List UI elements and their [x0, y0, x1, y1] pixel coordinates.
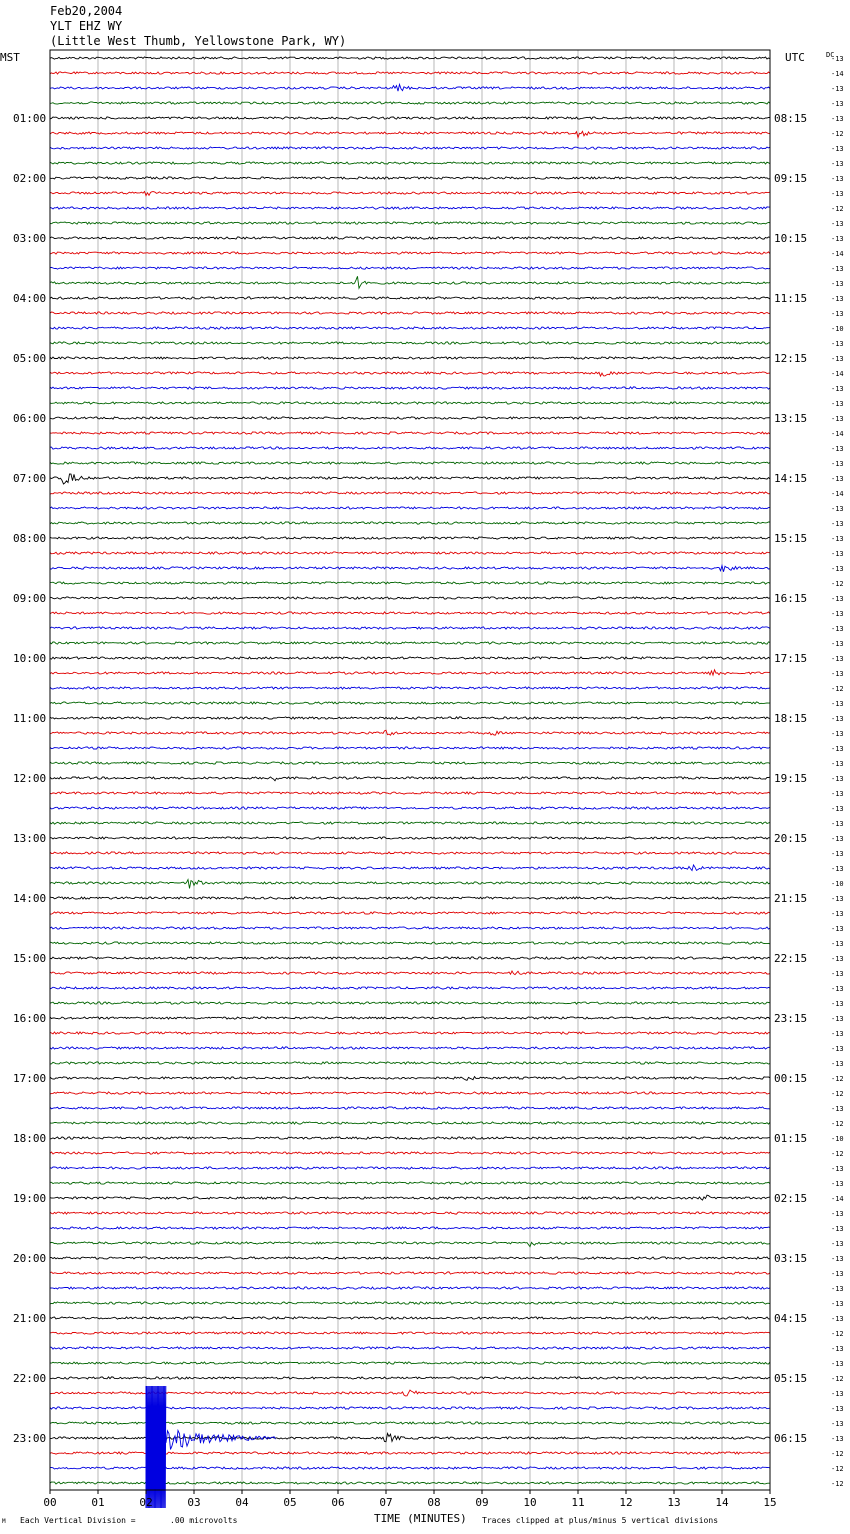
- left-hour-label: 05:00: [13, 352, 47, 365]
- dc-offset-label: -13: [831, 790, 844, 798]
- trace-line: [50, 1137, 770, 1139]
- dc-offset-label: -13: [831, 55, 844, 63]
- trace-line: [50, 1062, 770, 1064]
- header-date: Feb20,2004: [50, 4, 123, 18]
- dc-offset-label: -13: [831, 895, 844, 903]
- trace-line: [50, 912, 770, 914]
- dc-offset-label: -12: [831, 1090, 844, 1098]
- trace-line: [50, 117, 770, 119]
- dc-offset-label: -12: [831, 1375, 844, 1383]
- right-hour-label: 23:15: [774, 1012, 808, 1025]
- dc-offset-label: -13: [831, 235, 844, 243]
- dc-offset-label: -12: [831, 1150, 844, 1158]
- dc-offset-label: -13: [831, 610, 844, 618]
- trace-line: [50, 417, 770, 419]
- dc-offset-label: -12: [831, 1120, 844, 1128]
- trace-line: [50, 1167, 770, 1169]
- trace-line: [50, 84, 770, 91]
- dc-offset-label: -14: [831, 250, 844, 258]
- left-hour-label: 13:00: [13, 832, 47, 845]
- dc-offset-label: -13: [831, 1285, 844, 1293]
- dc-offset-label: -13: [831, 1045, 844, 1053]
- left-hour-label: 14:00: [13, 892, 47, 905]
- trace-line: [50, 447, 770, 449]
- dc-offset-label: -13: [831, 1270, 844, 1278]
- x-tick-label: 11: [571, 1496, 585, 1509]
- trace-line: [50, 971, 770, 975]
- right-hour-label: 17:15: [774, 652, 808, 665]
- trace-line: [50, 807, 770, 809]
- trace-line: [50, 1032, 770, 1034]
- trace-line: [50, 131, 770, 137]
- dc-offset-label: -14: [831, 70, 844, 78]
- trace-line: [50, 207, 770, 209]
- trace-line: [50, 462, 770, 464]
- dc-offset-label: -13: [831, 475, 844, 483]
- dc-offset-label: -13: [831, 1240, 844, 1248]
- dc-offset-label: -13: [831, 715, 844, 723]
- trace-line: [50, 72, 770, 74]
- trace-layer: [50, 57, 770, 1484]
- left-hour-label: 18:00: [13, 1132, 47, 1145]
- trace-line: [50, 192, 770, 196]
- trace-line: [50, 987, 770, 989]
- trace-line: [50, 177, 770, 179]
- trace-line: [50, 507, 770, 509]
- x-tick-label: 13: [667, 1496, 681, 1509]
- dc-offset-label: -12: [831, 1480, 844, 1488]
- dc-offset-label: -13: [831, 190, 844, 198]
- trace-line: [50, 297, 770, 299]
- dc-offset-label: -13: [831, 1405, 844, 1413]
- dc-label: DC: [826, 51, 835, 59]
- dc-offset-label: -13: [831, 145, 844, 153]
- dc-offset-label: -13: [831, 970, 844, 978]
- dc-offset-label: -13: [831, 625, 844, 633]
- trace-line: [50, 642, 770, 644]
- dc-offset-label: -13: [831, 985, 844, 993]
- dc-offset-label: -13: [831, 670, 844, 678]
- x-tick-label: 01: [91, 1496, 105, 1509]
- trace-line: [50, 147, 770, 149]
- x-axis-title: TIME (MINUTES): [374, 1512, 467, 1525]
- trace-line: [50, 702, 770, 704]
- left-hour-label: 21:00: [13, 1312, 47, 1325]
- dc-offset-label: -13: [831, 1060, 844, 1068]
- trace-line: [50, 657, 770, 659]
- dc-offset-label: -13: [831, 520, 844, 528]
- dc-offset-label: -12: [831, 130, 844, 138]
- dc-offset-label: -13: [831, 310, 844, 318]
- trace-line: [50, 1017, 770, 1019]
- trace-line: [50, 372, 770, 376]
- dc-offset-label: -14: [831, 1195, 844, 1203]
- right-hour-label: 14:15: [774, 472, 808, 485]
- dc-offset-label: -13: [831, 940, 844, 948]
- trace-line: [50, 717, 770, 719]
- dc-offset-label: -13: [831, 220, 844, 228]
- trace-line: [50, 474, 770, 484]
- trace-line: [50, 865, 770, 871]
- x-tick-label: 05: [283, 1496, 297, 1509]
- left-hour-label: 17:00: [13, 1072, 47, 1085]
- header-location: (Little West Thumb, Yellowstone Park, WY): [50, 34, 347, 48]
- right-hour-label: 01:15: [774, 1132, 808, 1145]
- x-tick-label: 12: [619, 1496, 633, 1509]
- trace-line: [50, 1227, 770, 1229]
- trace-line: [50, 1377, 770, 1379]
- right-hour-label: 21:15: [774, 892, 808, 905]
- left-hour-label: 19:00: [13, 1192, 47, 1205]
- trace-line: [50, 1242, 770, 1247]
- trace-line: [50, 312, 770, 314]
- left-hour-label: 16:00: [13, 1012, 47, 1025]
- dc-offset-label: -13: [831, 1345, 844, 1353]
- dc-offset-label: -12: [831, 1450, 844, 1458]
- left-hour-label: 06:00: [13, 412, 47, 425]
- dc-offset-label: -10: [831, 325, 844, 333]
- dc-offset-label: -13: [831, 700, 844, 708]
- dc-offset-label: -13: [831, 385, 844, 393]
- trace-line: [50, 597, 770, 599]
- dc-offset-label: -13: [831, 505, 844, 513]
- dc-offset-label: -12: [831, 685, 844, 693]
- trace-line: [50, 1332, 770, 1334]
- left-hour-label: 10:00: [13, 652, 47, 665]
- right-hour-label: 02:15: [774, 1192, 808, 1205]
- dc-offset-label: -12: [831, 205, 844, 213]
- trace-line: [50, 1092, 770, 1094]
- dc-offset-label: -13: [831, 1165, 844, 1173]
- trace-line: [50, 1287, 770, 1289]
- trace-line: [50, 687, 770, 689]
- dc-offset-labels: [831, 55, 844, 1488]
- dc-offset-label: -13: [831, 1030, 844, 1038]
- left-hour-label: 12:00: [13, 772, 47, 785]
- trace-line: [50, 1317, 770, 1319]
- trace-line: [50, 1195, 770, 1200]
- trace-line: [50, 387, 770, 389]
- x-tick-label: 00: [43, 1496, 57, 1509]
- dc-offset-label: -13: [831, 460, 844, 468]
- dc-offset-label: -13: [831, 760, 844, 768]
- left-hour-label: 08:00: [13, 532, 47, 545]
- trace-line: [50, 822, 770, 824]
- scale-note: Each Vertical Division =: [20, 1516, 136, 1525]
- trace-line: [50, 1362, 770, 1364]
- right-hour-label: 18:15: [774, 712, 808, 725]
- dc-offset-label: -13: [831, 1000, 844, 1008]
- trace-line: [50, 880, 770, 889]
- dc-offset-label: -13: [831, 1435, 844, 1443]
- right-hour-label: 12:15: [774, 352, 808, 365]
- trace-line: [50, 237, 770, 239]
- left-hour-label: 09:00: [13, 592, 47, 605]
- dc-offset-label: -13: [831, 160, 844, 168]
- x-tick-label: 10: [523, 1496, 537, 1509]
- right-hour-label: 13:15: [774, 412, 808, 425]
- trace-line: [50, 730, 770, 735]
- trace-line: [50, 552, 770, 554]
- left-hour-label: 23:00: [13, 1432, 47, 1445]
- dc-offset-label: -13: [831, 1255, 844, 1263]
- right-hour-label: 04:15: [774, 1312, 808, 1325]
- dc-offset-label: -13: [831, 835, 844, 843]
- trace-line: [50, 1272, 770, 1274]
- trace-line: [50, 1390, 770, 1396]
- trace-line: [50, 327, 770, 329]
- trace-line: [50, 942, 770, 944]
- x-tick-label: 02: [139, 1496, 153, 1509]
- trace-line: [50, 1152, 770, 1154]
- dc-offset-label: -13: [831, 655, 844, 663]
- dc-offset-label: -13: [831, 265, 844, 273]
- trace-line: [50, 492, 770, 494]
- trace-line: [50, 566, 770, 572]
- dc-offset-label: -13: [831, 400, 844, 408]
- x-tick-label: 06: [331, 1496, 345, 1509]
- right-hour-label: 06:15: [774, 1432, 808, 1445]
- right-hour-label: 05:15: [774, 1372, 808, 1385]
- dc-offset-label: -13: [831, 415, 844, 423]
- trace-line: [50, 1077, 770, 1081]
- trace-line: [50, 222, 770, 224]
- trace-line: [50, 57, 770, 59]
- right-hour-label: 20:15: [774, 832, 808, 845]
- dc-offset-label: -13: [831, 820, 844, 828]
- dc-offset-label: -13: [831, 445, 844, 453]
- right-hour-label: 22:15: [774, 952, 808, 965]
- dc-offset-label: -13: [831, 355, 844, 363]
- dc-offset-label: -13: [831, 1210, 844, 1218]
- plot-frame: [50, 50, 770, 1490]
- dc-offset-label: -13: [831, 850, 844, 858]
- dc-offset-label: -13: [831, 565, 844, 573]
- trace-line: [50, 957, 770, 959]
- dc-offset-label: -13: [831, 1015, 844, 1023]
- left-hour-label: 01:00: [13, 112, 47, 125]
- scale-value: .00 microvolts: [170, 1516, 238, 1525]
- trace-line: [50, 1302, 770, 1304]
- dc-offset-label: -13: [831, 115, 844, 123]
- right-hour-label: 11:15: [774, 292, 808, 305]
- dc-offset-label: -13: [831, 1390, 844, 1398]
- dc-offset-label: -12: [831, 1075, 844, 1083]
- x-tick-label: 14: [715, 1496, 729, 1509]
- left-timezone-label: MST: [0, 51, 20, 64]
- dc-offset-label: -13: [831, 340, 844, 348]
- dc-offset-label: -10: [831, 880, 844, 888]
- left-hour-label: 02:00: [13, 172, 47, 185]
- dc-offset-label: -14: [831, 370, 844, 378]
- trace-line: [50, 432, 770, 434]
- trace-line: [50, 897, 770, 899]
- trace-line: [50, 252, 770, 254]
- dc-offset-label: -13: [831, 1225, 844, 1233]
- trace-line: [50, 1002, 770, 1004]
- header-station: YLT EHZ WY: [50, 19, 123, 33]
- x-tick-label: 08: [427, 1496, 441, 1509]
- left-hour-label: 22:00: [13, 1372, 47, 1385]
- left-hour-label: 03:00: [13, 232, 47, 245]
- dc-offset-label: -13: [831, 865, 844, 873]
- right-hour-label: 03:15: [774, 1252, 808, 1265]
- dc-offset-label: -12: [831, 580, 844, 588]
- dc-offset-label: -13: [831, 595, 844, 603]
- trace-line: [50, 1047, 770, 1049]
- x-tick-label: 03: [187, 1496, 201, 1509]
- dc-offset-label: -13: [831, 295, 844, 303]
- trace-line: [50, 852, 770, 854]
- dc-offset-label: -13: [831, 925, 844, 933]
- left-hour-label: 20:00: [13, 1252, 47, 1265]
- trace-line: [50, 267, 770, 269]
- dc-offset-label: -13: [831, 730, 844, 738]
- right-hour-label: 09:15: [774, 172, 808, 185]
- trace-line: [50, 357, 770, 359]
- trace-line: [50, 276, 770, 288]
- x-tick-label: 04: [235, 1496, 249, 1509]
- trace-line: [50, 537, 770, 539]
- right-hour-label: 10:15: [774, 232, 808, 245]
- dc-offset-label: -12: [831, 1330, 844, 1338]
- trace-line: [50, 582, 770, 584]
- left-hour-label: 11:00: [13, 712, 47, 725]
- dc-offset-label: -13: [831, 955, 844, 963]
- dc-offset-label: -13: [831, 1180, 844, 1188]
- trace-line: [50, 342, 770, 344]
- dc-offset-label: -13: [831, 175, 844, 183]
- dc-offset-label: -13: [831, 1300, 844, 1308]
- right-hour-label: 16:15: [774, 592, 808, 605]
- dc-offset-label: -13: [831, 1360, 844, 1368]
- dc-offset-label: -13: [831, 745, 844, 753]
- dc-offset-label: -13: [831, 1105, 844, 1113]
- dc-offset-label: -13: [831, 280, 844, 288]
- x-tick-label: 07: [379, 1496, 393, 1509]
- trace-line: [50, 102, 770, 104]
- trace-line: [50, 837, 770, 839]
- trace-line: [50, 927, 770, 929]
- left-hour-label: 04:00: [13, 292, 47, 305]
- dc-offset-label: -12: [831, 1465, 844, 1473]
- trace-line: [50, 1107, 770, 1109]
- left-hour-label: 15:00: [13, 952, 47, 965]
- dc-offset-label: -14: [831, 490, 844, 498]
- corner-mark: M: [2, 1518, 6, 1525]
- right-hour-label: 15:15: [774, 532, 808, 545]
- trace-line: [50, 522, 770, 524]
- trace-line: [50, 1347, 770, 1349]
- trace-line: [50, 612, 770, 614]
- trace-line: [50, 1212, 770, 1214]
- clipped-event-coda: [166, 1431, 276, 1450]
- trace-line: [50, 1182, 770, 1184]
- trace-line: [50, 792, 770, 794]
- x-tick-label: 15: [763, 1496, 777, 1509]
- left-hour-label: 07:00: [13, 472, 47, 485]
- dc-offset-label: -13: [831, 535, 844, 543]
- dc-offset-label: -13: [831, 1420, 844, 1428]
- grid-layer: [98, 50, 722, 1490]
- clip-note: Traces clipped at plus/minus 5 vertical divisions: [482, 1516, 719, 1525]
- trace-line: [50, 762, 770, 764]
- right-hour-label: 08:15: [774, 112, 808, 125]
- trace-line: [50, 402, 770, 404]
- right-timezone-label: UTC: [785, 51, 805, 64]
- x-tick-label: 09: [475, 1496, 489, 1509]
- trace-line: [50, 1257, 770, 1259]
- trace-line: [50, 747, 770, 749]
- dc-offset-label: -13: [831, 550, 844, 558]
- dc-offset-label: -13: [831, 1315, 844, 1323]
- dc-offset-label: -10: [831, 1135, 844, 1143]
- dc-offset-label: -13: [831, 640, 844, 648]
- trace-line: [50, 627, 770, 629]
- trace-line: [50, 777, 770, 781]
- trace-line: [50, 1122, 770, 1124]
- dc-offset-label: -13: [831, 775, 844, 783]
- dc-offset-label: -13: [831, 85, 844, 93]
- trace-line: [50, 670, 770, 675]
- dc-offset-label: -14: [831, 430, 844, 438]
- dc-offset-label: -13: [831, 100, 844, 108]
- trace-line: [50, 162, 770, 164]
- dc-offset-label: -13: [831, 910, 844, 918]
- right-hour-label: 00:15: [774, 1072, 808, 1085]
- dc-offset-label: -13: [831, 805, 844, 813]
- right-hour-label: 19:15: [774, 772, 808, 785]
